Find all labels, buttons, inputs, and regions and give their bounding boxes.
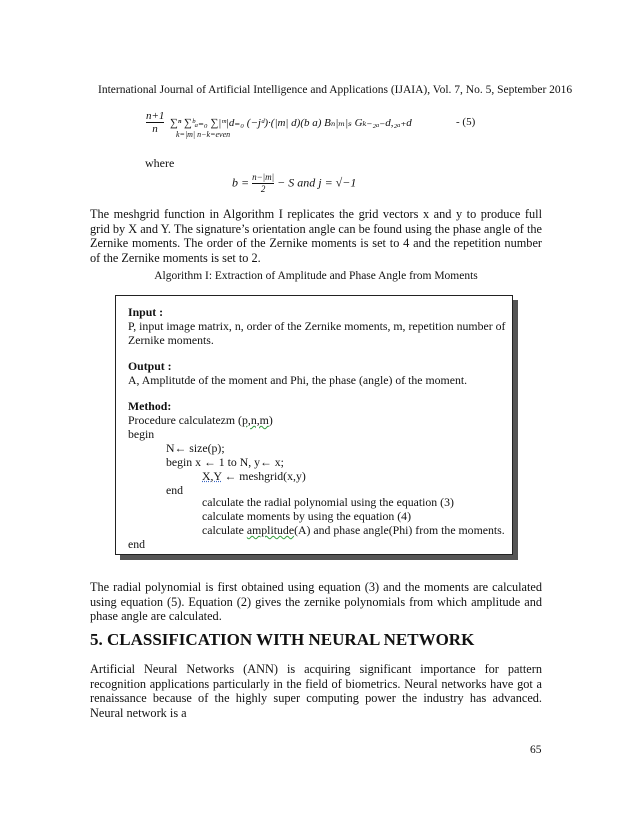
amplitude-prefix: calculate — [202, 523, 247, 537]
equation-5-number: - (5) — [456, 116, 476, 128]
input-line-1: P, input image matrix, n, order of the Zernike moments, m, repetition number of — [128, 319, 506, 333]
amplitude-line — [202, 524, 505, 538]
output-heading: Output : — [128, 359, 172, 373]
input-heading: Input : — [128, 305, 164, 319]
equation-b-numerator: n−|m| — [252, 172, 275, 182]
equation-5-coefficient — [146, 110, 164, 135]
coef-numerator: n+1 — [146, 110, 165, 122]
equation-5-body: ∑ⁿ ∑ᵇₐ₌₀ ∑|ᵐ|d₌₀ (−jᵈ)·(|m| d)(b a) Bₙ|ₘ|ₛ Gₖ₋₂ₐ₋d,₂ₐ₊d — [170, 117, 412, 129]
amplitude-word: amplitude — [246, 523, 295, 537]
equation-5-subscript: k=|m| n−k=even — [176, 130, 231, 139]
moments-line: calculate moments by using the equation (4) — [202, 509, 412, 523]
paragraph-radial: The radial polynomial is first obtained using equation (3) and the moments are calculated using equation (5). Equation (2) gives the zernike polynomials from which amplitude and phase angle are calculated. — [90, 580, 542, 623]
equation-5 — [146, 110, 546, 144]
procedure-args: p,n,m — [241, 413, 269, 427]
equation-b-fraction — [252, 172, 274, 195]
equation-b-rest: − S and j = √−1 — [277, 175, 357, 190]
end-inner-line: end — [166, 483, 184, 497]
procedure-line — [128, 414, 273, 428]
algorithm-caption: Algorithm I: Extraction of Amplitude and Phase Angle from Moments — [154, 270, 478, 282]
equation-b-lhs: b = — [232, 175, 250, 190]
meshgrid-line — [202, 470, 306, 484]
paragraph-meshgrid: The meshgrid function in Algorithm I replicates the grid vectors x and y to produce full grid by X and Y. The signature’s orientation angle can be found using the phase angle of the Zernike moments. The order of the Zernike moments is set to 4 and the repetition number of the Zernike moments is set to 2. — [90, 207, 542, 265]
method-heading: Method: — [128, 399, 172, 413]
equation-b — [232, 172, 356, 195]
radial-line: calculate the radial polynomial using the equation (3) — [202, 495, 454, 509]
equation-b-denominator: 2 — [260, 184, 266, 194]
input-line-2: Zernike moments. — [128, 333, 214, 347]
journal-header: International Journal of Artificial Intelligence and Applications (IJAIA), Vol. 7, No. 5, September 2016 — [98, 84, 573, 96]
meshgrid-call: ← meshgrid(x,y) — [224, 469, 306, 483]
procedure-suffix: ) — [268, 413, 273, 427]
size-line: N← size(p); — [166, 441, 225, 455]
where-label: where — [145, 156, 175, 170]
section-heading: 5. CLASSIFICATION WITH NEURAL NETWORK — [90, 630, 475, 649]
paragraph-ann: Artificial Neural Networks (ANN) is acquiring significant importance for pattern recognition applications particularly in the field of biometrics. Neural networks have got a renaissance because of the highly super computing power the industry has advanced. Neural network is a — [90, 662, 542, 720]
procedure-prefix: Procedure calculatezm ( — [128, 413, 242, 427]
page-number: 65 — [530, 744, 542, 756]
output-line-1: A, Amplitutde of the moment and Phi, the phase (angle) of the moment. — [128, 373, 468, 387]
meshgrid-vars: X,Y — [202, 469, 222, 483]
amplitude-suffix: (A) and phase angle(Phi) from the moments. — [294, 523, 505, 537]
loop-line: begin x ← 1 to N, y← x; — [166, 455, 284, 469]
coef-denominator: n — [152, 123, 158, 135]
begin-line: begin — [128, 427, 155, 441]
algorithm-box — [115, 295, 513, 555]
end-outer-line: end — [128, 537, 146, 551]
